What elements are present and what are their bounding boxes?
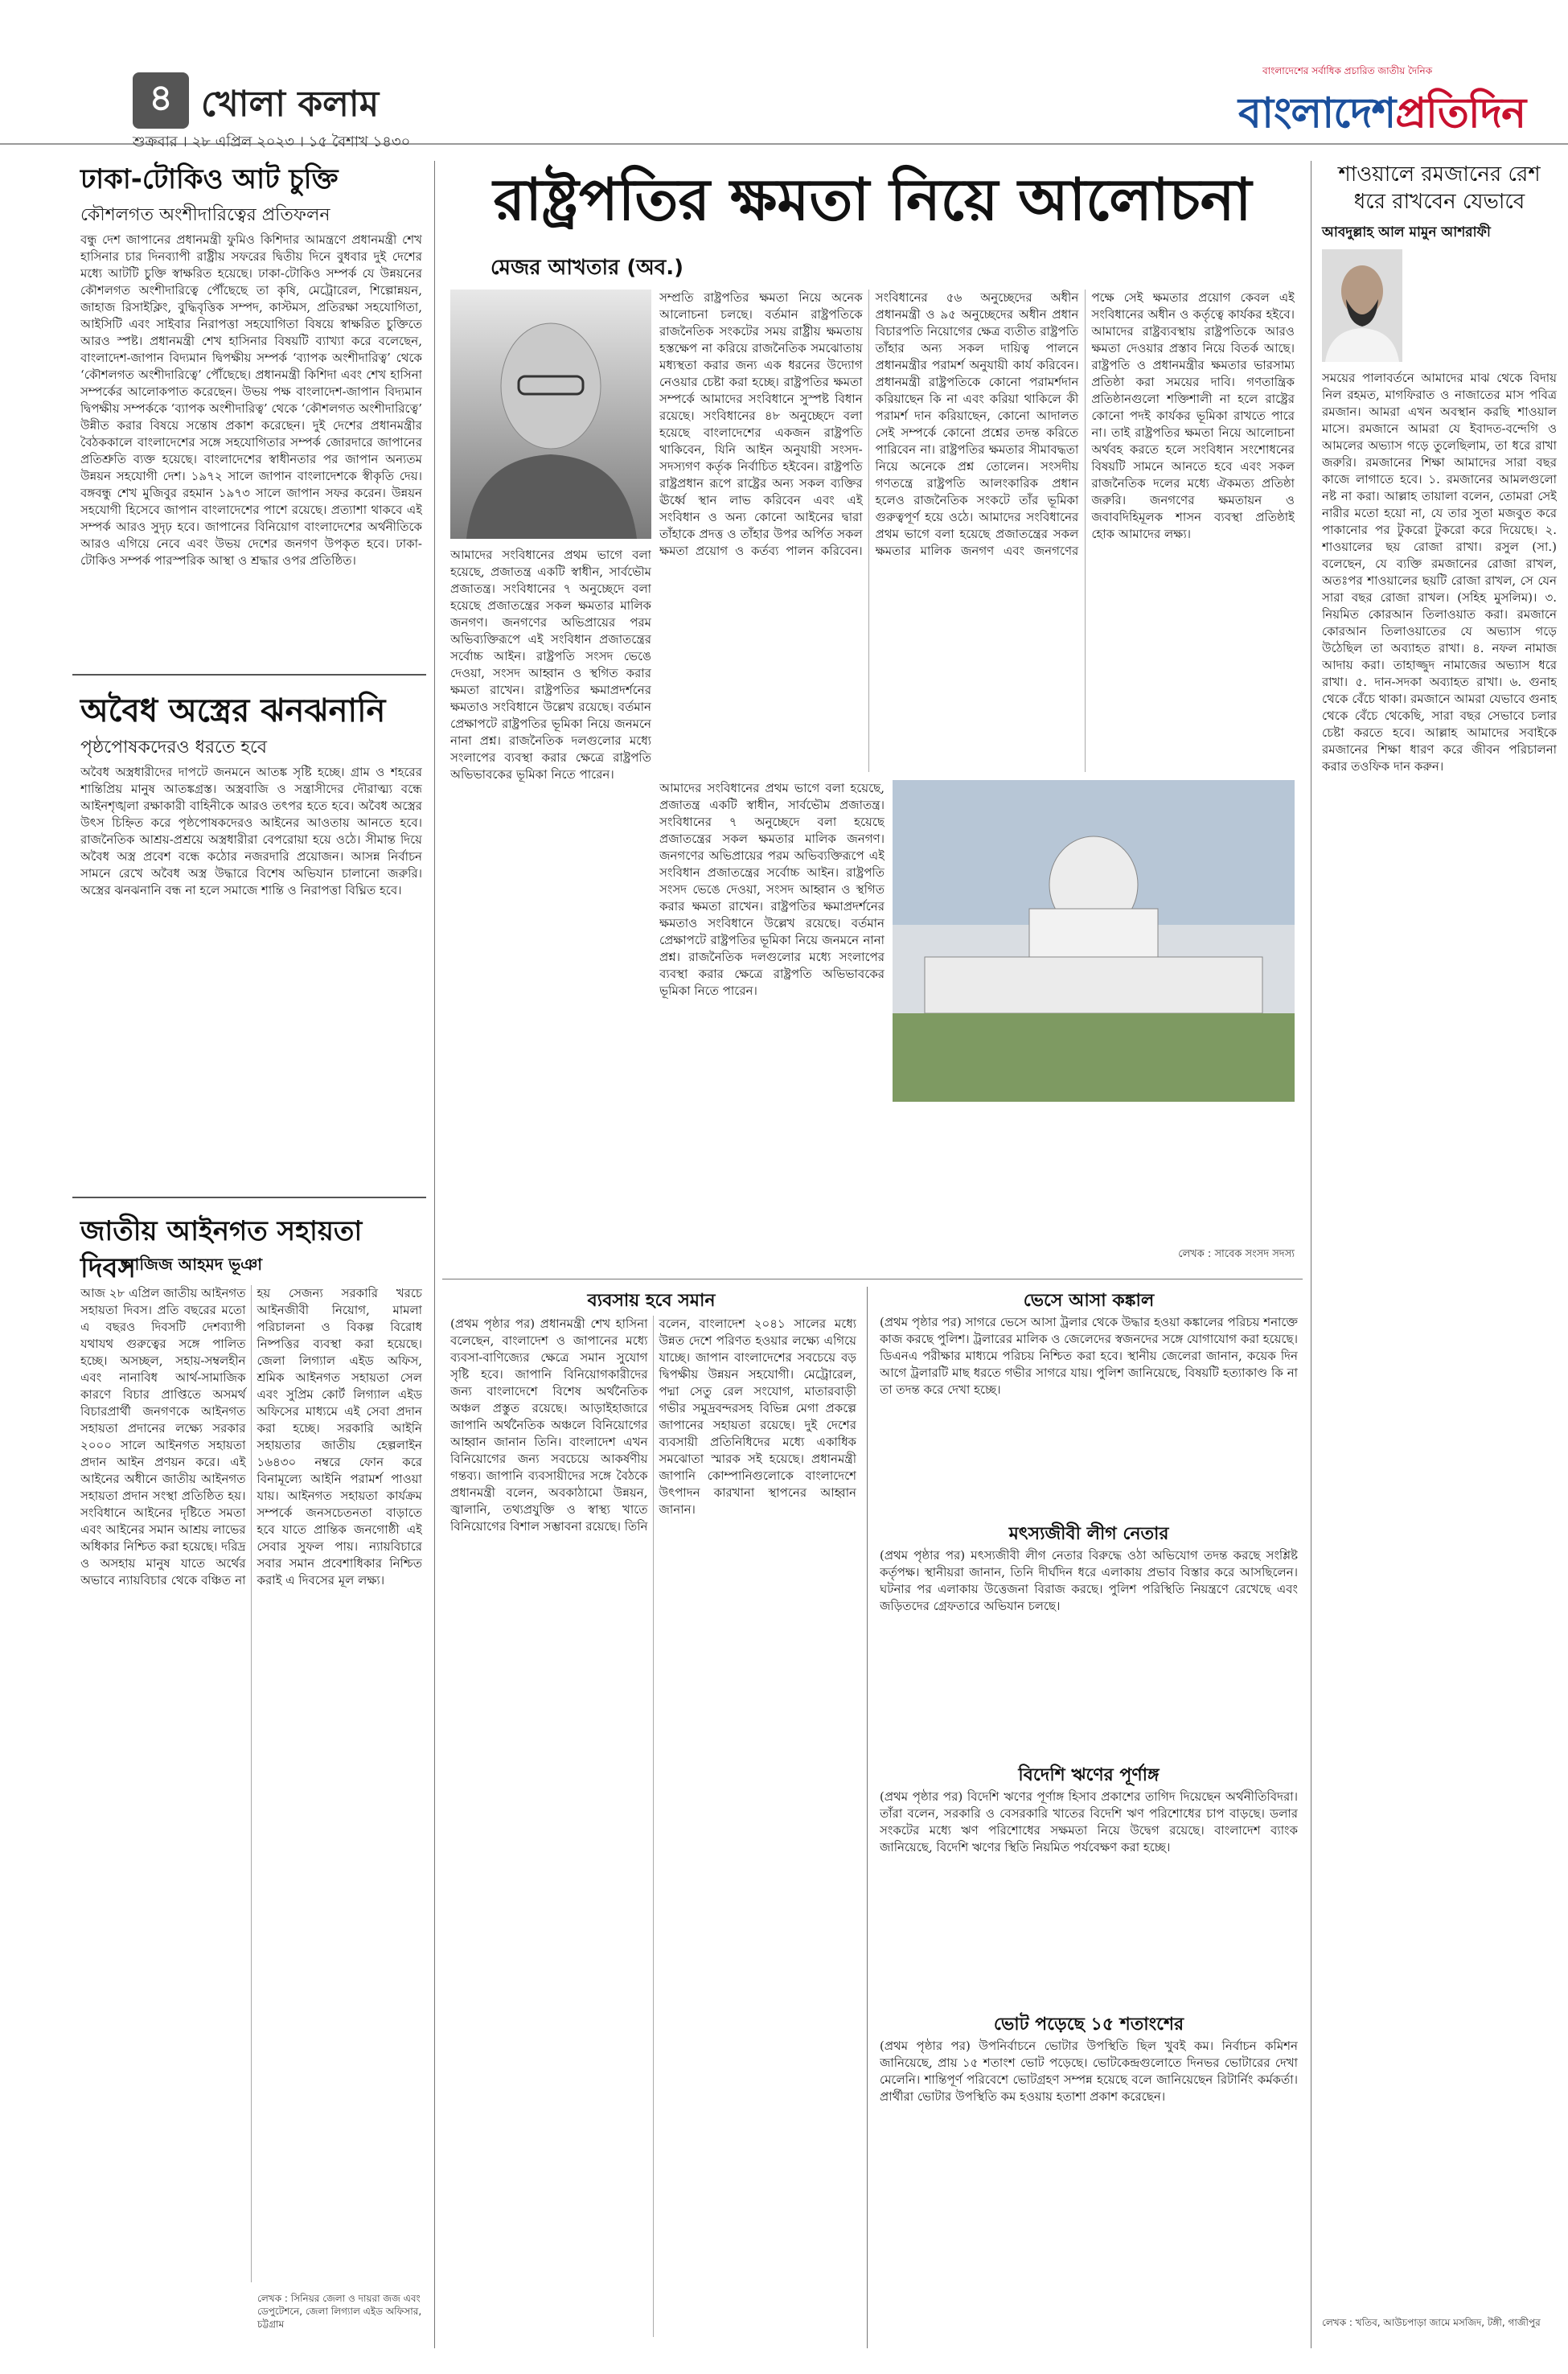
right-article-footer: লেখক : খতিব, আউচপাড়া জামে মসজিদ, টঙ্গী, গাজীপুর [1322, 2317, 1541, 2328]
editorial-1-body: বন্ধু দেশ জাপানের প্রধানমন্ত্রী ফুমিও কিশিদার আমন্ত্রণে প্রধানমন্ত্রী শেখ হাসিনার চার দিনব্যাপী রাষ্ট্রীয় সফরের দ্বিতীয় দিনে বুধবার দুই দেশের মধ্যে আটটি চুক্তি স্বাক্ষরিত হয়েছে। ঢাকা-টোকিও সম্পর্ক যে উন্নয়নের কৌশলগত অংশীদারিত্বে পৌঁছেছে তা কৃষি, মেট্রোরেল, শিল্পোন্নয়ন, জাহাজ রিসাইক্লিং, বুদ্ধিবৃত্তিক সম্পদ, কাস্টমস, প্রতিরক্ষা সহযোগিতা, আইসিটি এবং সাইবার নিরাপত্তা সহযোগিতা বিষয়ে স্বাক্ষরিত চুক্তিতে আরও স্পষ্ট। প্রধানমন্ত্রী শেখ হাসিনার বিষয়টি ব্যাখ্যা করে বলেছেন, বাংলাদেশ-জাপান বিদ্যমান দ্বিপক্ষীয় সম্পর্ক ‘ব্যাপক অংশীদারিত্ব’ থেকে ‘কৌশলগত অংশীদারিত্বে’ পৌঁছেছে। প্রধানমন্ত্রী কিশিদা এবং শেখ হাসিনা সম্পর্কের আলোকপাত করেছেন। উভয় পক্ষ বাংলাদেশ-জাপান বিদ্যমান দ্বিপক্ষীয় সম্পর্ককে ‘ব্যাপক অংশীদারিত্ব’ থেকে ‘কৌশলগত অংশীদারিত্বে’ উন্নীত করার বিষয়ে সন্তোষ প্রকাশ করেছেন। দুই দেশের প্রধানমন্ত্রীর বৈঠককালে বাংলাদেশের সঙ্গে সহযোগিতার সম্পর্ক জোরদারে জাপানের প্রতিশ্রুতি ব্যক্ত হয়েছে। বাংলাদেশের স্বাধীনতার পর জাপান অন্যতম উন্নয়ন সহযোগী দেশ। ১৯৭২ সালে জাপান বাংলাদেশকে স্বীকৃতি দেয়। বঙ্গবন্ধু শেখ মুজিবুর রহমান ১৯৭৩ সালে জাপান সফর করেন। উন্নয়ন সহযোগী হিসেবে জাপান বাংলাদেশের পাশে রয়েছে। প্রত্যাশা থাকবে এই সম্পর্ক আরও সুদৃঢ় হবে। জাপানের বিনিয়োগ বাংলাদেশের অর্থনীতিকে আরও এগিয়ে নেবে এবং উভয় দেশের জনগণ উপকৃত হবে। ঢাকা-টোকিও সম্পর্ক পারস্পরিক আস্থা ও শ্রদ্ধার ওপর প্রতিষ্ঠিত। [80, 232, 422, 568]
masthead-logo [1238, 80, 1525, 150]
news-fisherman-league-body: (প্রথম পৃষ্ঠার পর) মৎস্যজীবী লীগ নেতার বিরুদ্ধে ওঠা অভিযোগ তদন্ত করছে সংশ্লিষ্ট কর্তৃপক্ষ। স্থানীয়রা জানান, তিনি দীর্ঘদিন ধরে এলাকায় প্রভাব বিস্তার করে আসছিলেন। ঘটনার পর এলাকায় উত্তেজনা বিরাজ করছে। পুলিশ পরিস্থিতি নিয়ন্ত্রণে রেখেছে এবং জড়িতদের গ্রেফতারে অভিযান চলছে। [880, 1548, 1298, 1613]
editorial-2-body: অবৈধ অস্ত্রধারীদের দাপটে জনমনে আতঙ্ক সৃষ্টি হচ্ছে। গ্রাম ও শহরের শান্তিপ্রিয় মানুষ আতঙ্কগ্রস্ত। অস্ত্রবাজি ও সন্ত্রাসীদের দৌরাত্ম্য বন্ধে আইনশৃঙ্খলা রক্ষাকারী বাহিনীকে আরও তৎপর হতে হবে। অবৈধ অস্ত্রের উৎস চিহ্নিত করে পৃষ্ঠপোষকদেরও আইনের আওতায় আনতে হবে। রাজনৈতিক আশ্রয়-প্রশ্রয়ে অস্ত্রধারীরা বেপরোয়া হয়ে ওঠে। সীমান্ত দিয়ে অবৈধ অস্ত্র প্রবেশ বন্ধে কঠোর নজরদারি প্রয়োজন। আসন্ন নির্বাচন সামনে রেখে অবৈধ অস্ত্র উদ্ধারে বিশেষ অভিযান চালানো জরুরি। অস্ত্রের ঝনঝনানি বন্ধ না হলে সমাজে শান্তি ও নিরাপত্তা বিঘ্নিত হবে। [80, 765, 422, 897]
column-divider-left [434, 161, 435, 2348]
right-author-photo [1322, 249, 1402, 362]
business-article [442, 1287, 860, 2348]
op-ed-legal-aid-footer: লেখক : সিনিয়র জেলা ও দায়রা জজ এবং ডেপুটেশনে, জেলা লিগ্যাল এইড অফিসার, চট্টগ্রাম [257, 2293, 422, 2330]
section-name: খোলা কলাম [201, 84, 380, 125]
editorial-1-subheadline: কৌশলগত অংশীদারিত্বের প্রতিফলন [80, 205, 330, 225]
right-article-body: সময়ের পালাবর্তনে আমাদের মাঝ থেকে বিদায় নিল রহমত, মাগফিরাত ও নাজাতের মাস পবিত্র রমজান। আমরা এখন অবস্থান করছি শাওয়াল মাসে। রমজানে আমরা যে ইবাদত-বন্দেগি ও আমলের অভ্যাস গড়ে তুলেছিলাম, তা ধরে রাখা জরুরি। রমজানের শিক্ষা আমাদের সারা বছর কাজে লাগাতে হবে। ১. রমজানের আমলগুলো নষ্ট না করা। আল্লাহ তায়ালা বলেন, তোমরা সেই নারীর মতো হয়ো না, যে তার সুতা মজবুত করে পাকানোর পর টুকরো টুকরো করে দিয়েছে। ২. শাওয়ালের ছয় রোজা রাখা। রসুল (সা.) বলেছেন, যে ব্যক্তি রমজানের রোজা রাখল, অতঃপর শাওয়ালের ছয়টি রোজা রাখল, সে যেন সারা বছর রোজা রাখল। (সহিহ মুসলিম)। ৩. নিয়মিত কোরআন তিলাওয়াত করা। রমজানে কোরআন তিলাওয়াতের যে অভ্যাস গড়ে উঠেছিল তা অব্যাহত রাখা। ৪. নফল নামাজ আদায় করা। তাহাজ্জুদ নামাজের অভ্যাস ধরে রাখা। ৫. দান-সদকা অব্যাহত রাখা। ৬. গুনাহ থেকে বেঁচে থাকা। রমজানে আমরা যেভাবে গুনাহ থেকে বেঁচে থেকেছি, সারা বছর সেভাবে চলার চেষ্টা করতে হবে। আল্লাহ আমাদের সবাইকে রমজানের শিক্ষা ধারণ করে জীবন পরিচালনা করার তওফিক দান করুন। [1322, 371, 1557, 774]
news-fisherman-league-headline: মৎস্যজীবী লীগ নেতার [1008, 1524, 1169, 1544]
main-article-body: সম্প্রতি রাষ্ট্রপতির ক্ষমতা নিয়ে অনেক আলোচনা চলছে। বর্তমান রাষ্ট্রপতিকে রাজনৈতিক সংকটের সময় রাষ্ট্রীয় ক্ষমতায় হস্তক্ষেপ না করিয়ে রাজনৈতিক সমঝোতায় মধ্যস্থতা করার জন্য এক ধরনের উদ্যোগ নেওয়ার চেষ্টা করা হচ্ছে। রাষ্ট্রপতির ক্ষমতা সম্পর্কে আমাদের সংবিধানে সুস্পষ্ট বিধান রয়েছে। সংবিধানের ৪৮ অনুচ্ছেদে বলা হয়েছে বাংলাদেশের একজন রাষ্ট্রপতি থাকিবেন, যিনি আইন অনুযায়ী সংসদ-সদস্যগণ কর্তৃক নির্বাচিত হইবেন। রাষ্ট্রপতি রাষ্ট্রপ্রধান রূপে রাষ্ট্রের অন্য সকল ব্যক্তির ঊর্ধ্বে স্থান লাভ করিবেন এবং এই সংবিধান ও অন্য কোনো আইনের দ্বারা তাঁহাকে প্রদত্ত ও তাঁহার উপর অর্পিত সকল ক্ষমতা প্রয়োগ ও কর্তব্য পালন করিবেন। সংবিধানের ৫৬ অনুচ্ছেদের অধীন প্রধানমন্ত্রী ও ৯৫ অনুচ্ছেদের অধীন প্রধান বিচারপতি নিয়োগের ক্ষেত্র ব্যতীত রাষ্ট্রপতি তাঁহার অন্য সকল দায়িত্ব পালনে প্রধানমন্ত্রীর পরামর্শ অনুযায়ী কার্য করিবেন। প্রধানমন্ত্রী রাষ্ট্রপতিকে কোনো পরামর্শদান করিয়াছেন কি না এবং করিয়া থাকিলে কী পরামর্শ দান করিয়াছেন, কোনো আদালত সেই সম্পর্কে কোনো প্রশ্নের তদন্ত করিতে পারিবেন না। রাষ্ট্রপতির ক্ষমতার সীমাবদ্ধতা নিয়ে অনেকে প্রশ্ন তোলেন। সংসদীয় গণতন্ত্রে রাষ্ট্রপতি আলংকারিক প্রধান হলেও রাজনৈতিক সংকটে তাঁর ভূমিকা গুরুত্বপূর্ণ হয়ে ওঠে। আমাদের সংবিধানের প্রথম ভাগে বলা হয়েছে প্রজাতন্ত্রের সকল ক্ষমতার মালিক জনগণ এবং জনগণের পক্ষে সেই ক্ষমতার প্রয়োগ কেবল এই সংবিধানের অধীন ও কর্তৃত্বে কার্যকর হইবে। আমাদের রাষ্ট্রব্যবস্থায় রাষ্ট্রপতিকে আরও ক্ষমতা দেওয়ার প্রস্তাব নিয়ে বিতর্ক আছে। রাষ্ট্রপতি ও প্রধানমন্ত্রীর ক্ষমতার ভারসাম্য প্রতিষ্ঠা করা সময়ের দাবি। গণতান্ত্রিক প্রতিষ্ঠানগুলো শক্তিশালী না হলে রাষ্ট্রের কোনো পদই কার্যকর ভূমিকা রাখতে পারে না। তাই রাষ্ট্রপতির ক্ষমতা নিয়ে আলোচনা অর্থবহ করতে হলে সংবিধান সংশোধনের বিষয়টি সামনে আনতে হবে এবং সকল রাজনৈতিক দলের মধ্যে ঐকমত্য প্রতিষ্ঠা জরুরি। জনগণের ক্ষমতায়ন ও জবাবদিহিমূলক শাসন ব্যবস্থা প্রতিষ্ঠাই হোক আমাদের লক্ষ্য। [659, 290, 1295, 558]
news-skeleton-headline: ভেসে আসা কঙ্কাল [1023, 1291, 1155, 1311]
page-number-badge: ৪ [133, 72, 189, 129]
main-article-body-mid: আমাদের সংবিধানের প্রথম ভাগে বলা হয়েছে, প্রজাতন্ত্র একটি স্বাধীন, সার্বভৌম প্রজাতন্ত্র। সংবিধানের ৭ অনুচ্ছেদে বলা হয়েছে প্রজাতন্ত্রের সকল ক্ষমতার মালিক জনগণ। জনগণের অভিপ্রায়ের পরম অভিব্যক্তিরূপে এই সংবিধান প্রজাতন্ত্রের সর্বোচ্চ আইন। রাষ্ট্রপতি সংসদ ভেঙে দেওয়া, সংসদ আহ্বান ও স্থগিত করার ক্ষমতা রাখেন। রাষ্ট্রপতির ক্ষমাপ্রদর্শনের ক্ষমতাও সংবিধানে উল্লেখ রয়েছে। বর্তমান প্রেক্ষাপটে রাষ্ট্রপতির ভূমিকা নিয়ে জনমনে নানা প্রশ্ন। রাজনৈতিক দলগুলোর মধ্যে সংলাপের ব্যবস্থা করার ক্ষেত্রে রাষ্ট্রপতি অভিভাবকের ভূমিকা নিতে পারেন। [659, 781, 885, 998]
op-ed-legal-aid-body: আজ ২৮ এপ্রিল জাতীয় আইনগত সহায়তা দিবস। প্রতি বছরের মতো এ বছরও দিবসটি দেশব্যাপী যথাযথ গুরুত্বের সঙ্গে পালিত হচ্ছে। অসচ্ছল, সহায়-সম্বলহীন এবং নানাবিধ আর্থ-সামাজিক কারণে বিচার প্রাপ্তিতে অসমর্থ বিচারপ্রার্থী জনগণকে আইনগত সহায়তা প্রদানের লক্ষ্যে সরকার ২০০০ সালে আইনগত সহায়তা প্রদান আইন প্রণয়ন করে। এই আইনের অধীনে জাতীয় আইনগত সহায়তা প্রদান সংস্থা প্রতিষ্ঠিত হয়। সংবিধানে আইনের দৃষ্টিতে সমতা এবং আইনের সমান আশ্রয় লাভের অধিকার নিশ্চিত করা হয়েছে। দরিদ্র ও অসহায় মানুষ যাতে অর্থের অভাবে ন্যায়বিচার থেকে বঞ্চিত না হয় সেজন্য সরকারি খরচে আইনজীবী নিয়োগ, মামলা পরিচালনা ও বিকল্প বিরোধ নিষ্পত্তির ব্যবস্থা করা হয়েছে। জেলা লিগ্যাল এইড অফিস, শ্রমিক আইনগত সহায়তা সেল এবং সুপ্রিম কোর্ট লিগ্যাল এইড অফিসের মাধ্যমে এই সেবা প্রদান করা হচ্ছে। সরকারি আইনি সহায়তার জাতীয় হেল্পলাইন ১৬৪৩০ নম্বরে ফোন করে বিনামূল্যে আইনি পরামর্শ পাওয়া যায়। আইনগত সহায়তা কার্যক্রম সম্পর্কে জনসচেতনতা বাড়াতে হবে যাতে প্রান্তিক জনগোষ্ঠী এই সেবার সুফল পায়। ন্যায়বিচারে সবার সমান প্রবেশাধিকার নিশ্চিত করাই এ দিবসের মূল লক্ষ্য। [80, 1286, 422, 1587]
main-article-headline: রাষ্ট্রপতির ক্ষমতা নিয়ে আলোচনা [493, 166, 1252, 233]
main-article-body-left-lower: আমাদের সংবিধানের প্রথম ভাগে বলা হয়েছে, প্রজাতন্ত্র একটি স্বাধীন, সার্বভৌম প্রজাতন্ত্র। সংবিধানের ৭ অনুচ্ছেদে বলা হয়েছে প্রজাতন্ত্রের সকল ক্ষমতার মালিক জনগণ। জনগণের অভিপ্রায়ের পরম অভিব্যক্তিরূপে এই সংবিধান প্রজাতন্ত্রের সর্বোচ্চ আইন। রাষ্ট্রপতি সংসদ ভেঙে দেওয়া, সংসদ আহ্বান ও স্থগিত করার ক্ষমতা রাখেন। রাষ্ট্রপতির ক্ষমাপ্রদর্শনের ক্ষমতাও সংবিধানে উল্লেখ রয়েছে। বর্তমান প্রেক্ষাপটে রাষ্ট্রপতির ভূমিকা নিয়ে জনমনে নানা প্রশ্ন। রাজনৈতিক দলগুলোর মধ্যে সংলাপের ব্যবস্থা করার ক্ষেত্রে রাষ্ট্রপতি অভিভাবকের ভূমিকা নিতে পারেন। [450, 548, 651, 782]
masthead-tagline: বাংলাদেশের সর্বাধিক প্রচারিত জাতীয় দৈনিক [1262, 65, 1433, 76]
op-ed-legal-aid-headline: জাতীয় আইনগত সহায়তা দিবস [80, 1215, 363, 1284]
masthead-logo-part2: প্রতিদিন [1395, 89, 1526, 138]
right-article-byline: আবদুল্লাহ আল মামুন আশরাফী [1322, 224, 1491, 240]
news-foreign-loan-headline: বিদেশি ঋণের পূর্ণাঙ্গ [1018, 1765, 1160, 1785]
dateline: শুক্রবার । ২৮ এপ্রিল ২০২৩ । ১৫ বৈশাখ ১৪৩০ [133, 133, 411, 150]
right-author-silhouette [1322, 249, 1402, 362]
editorial-2-headline: অবৈধ অস্ত্রের ঝনঝনানি [80, 692, 386, 729]
main-article-footer: লেখক : সাবেক সংসদ সদস্য [1178, 1248, 1295, 1260]
news-skeleton-body: (প্রথম পৃষ্ঠার পর) সাগরে ভেসে আসা ট্রলার থেকে উদ্ধার হওয়া কঙ্কালের পরিচয় শনাক্তে কাজ করছে পুলিশ। ট্রলারের মালিক ও জেলেদের স্বজনদের সঙ্গে যোগাযোগ করা হয়েছে। ডিএনএ পরীক্ষার মাধ্যমে পরিচয় নিশ্চিত করা হবে। স্থানীয় জেলেরা জানান, কয়েক দিন আগে ট্রলারটি মাছ ধরতে গভীর সাগরে যায়। পুলিশ জানিয়েছে, বিষয়টি হত্যাকাণ্ড কি না তা তদন্ত করে দেখা হচ্ছে। [880, 1315, 1298, 1397]
editorial-2-subheadline: পৃষ্ঠপোষকদেরও ধরতে হবে [80, 737, 268, 758]
news-stack [875, 1287, 1303, 2348]
news-turnout-headline: ভোট পড়েছে ১৫ শতাংশের [993, 2015, 1184, 2035]
editorial-1 [72, 161, 426, 676]
business-article-body: (প্রথম পৃষ্ঠার পর) প্রধানমন্ত্রী শেখ হাসিনা বলেছেন, বাংলাদেশ ও জাপানের মধ্যে ব্যবসা-বাণিজ্যের ক্ষেত্রে সমান সুযোগ সৃষ্টি হবে। জাপানি বিনিয়োগকারীদের জন্য বাংলাদেশে বিশেষ অর্থনৈতিক অঞ্চল প্রস্তুত রয়েছে। আড়াইহাজারে জাপানি অর্থনৈতিক অঞ্চলে বিনিয়োগের আহ্বান জানান তিনি। বাংলাদেশ এখন বিনিয়োগের জন্য সবচেয়ে আকর্ষণীয় গন্তব্য। জাপানি ব্যবসায়ীদের সঙ্গে বৈঠকে প্রধানমন্ত্রী বলেন, অবকাঠামো উন্নয়ন, জ্বালানি, তথ্যপ্রযুক্তি ও স্বাস্থ্য খাতে বিনিয়োগের বিশাল সম্ভাবনা রয়েছে। তিনি বলেন, বাংলাদেশ ২০৪১ সালের মধ্যে উন্নত দেশে পরিণত হওয়ার লক্ষ্যে এগিয়ে যাচ্ছে। জাপান বাংলাদেশের সবচেয়ে বড় দ্বিপক্ষীয় উন্নয়ন সহযোগী। মেট্রোরেল, পদ্মা সেতু রেল সংযোগ, মাতারবাড়ী গভীর সমুদ্রবন্দরসহ বিভিন্ন মেগা প্রকল্পে জাপানের সহায়তা রয়েছে। দুই দেশের ব্যবসায়ী প্রতিনিধিদের মধ্যে একাধিক সমঝোতা স্মারক সই হয়েছে। প্রধানমন্ত্রী জাপানি কোম্পানিগুলোকে বাংলাদেশে উৎপাদন কারখানা স্থাপনের আহ্বান জানান। [450, 1316, 856, 1534]
bangabhaban-building [893, 780, 1295, 1102]
news-turnout-body: (প্রথম পৃষ্ঠার পর) উপনির্বাচনে ভোটার উপস্থিতি ছিল খুবই কম। নির্বাচন কমিশন জানিয়েছে, প্রায় ১৫ শতাংশ ভোট পড়েছে। ভোটকেন্দ্রগুলোতে দিনভর ভোটারের দেখা মেলেনি। শান্তিপূর্ণ পরিবেশে ভোটগ্রহণ সম্পন্ন হয়েছে বলে জানিয়েছেন রিটার্নিং কর্মকর্তা। প্রার্থীরা ভোটার উপস্থিতি কম হওয়ায় হতাশা প্রকাশ করেছেন। [880, 2039, 1298, 2104]
main-article-byline: মেজর আখতার (অব.) [491, 256, 684, 280]
bottom-mid-divider [867, 1287, 868, 2348]
business-article-headline: ব্যবসায় হবে সমান [587, 1291, 716, 1311]
main-article [442, 161, 1303, 1271]
bangabhaban-photo [893, 780, 1295, 1102]
editorial-1-headline: ঢাকা-টোকিও আট চুক্তি [80, 163, 339, 195]
author-photo [450, 290, 651, 539]
right-article-headline: শাওয়ালে রমজানের রেশ ধরে রাখবেন যেভাবে [1338, 162, 1541, 214]
masthead-logo-part1: বাংলাদেশ [1238, 89, 1396, 138]
news-foreign-loan-body: (প্রথম পৃষ্ঠার পর) বিদেশি ঋণের পূর্ণাঙ্গ হিসাব প্রকাশের তাগিদ দিয়েছেন অর্থনীতিবিদরা। তাঁরা বলেন, সরকারি ও বেসরকারি খাতের বিদেশি ঋণ পরিশোধের চাপ বাড়ছে। ডলার সংকটের মধ্যে ঋণ পরিশোধের সক্ষমতা নিয়ে উদ্বেগ রয়েছে। বাংলাদেশ ব্যাংক জানিয়েছে, বিদেশি ঋণের স্থিতি নিয়মিত পর্যবেক্ষণ করা হচ্ছে। [880, 1789, 1298, 1854]
op-ed-legal-aid-byline: আজিজ আহমদ ভূঞা [121, 1255, 263, 1274]
author-photo-silhouette [450, 290, 651, 539]
right-column-article [1319, 161, 1560, 2348]
left-column [72, 161, 426, 2348]
op-ed-legal-aid [72, 1206, 426, 2348]
editorial-2 [72, 684, 426, 1198]
